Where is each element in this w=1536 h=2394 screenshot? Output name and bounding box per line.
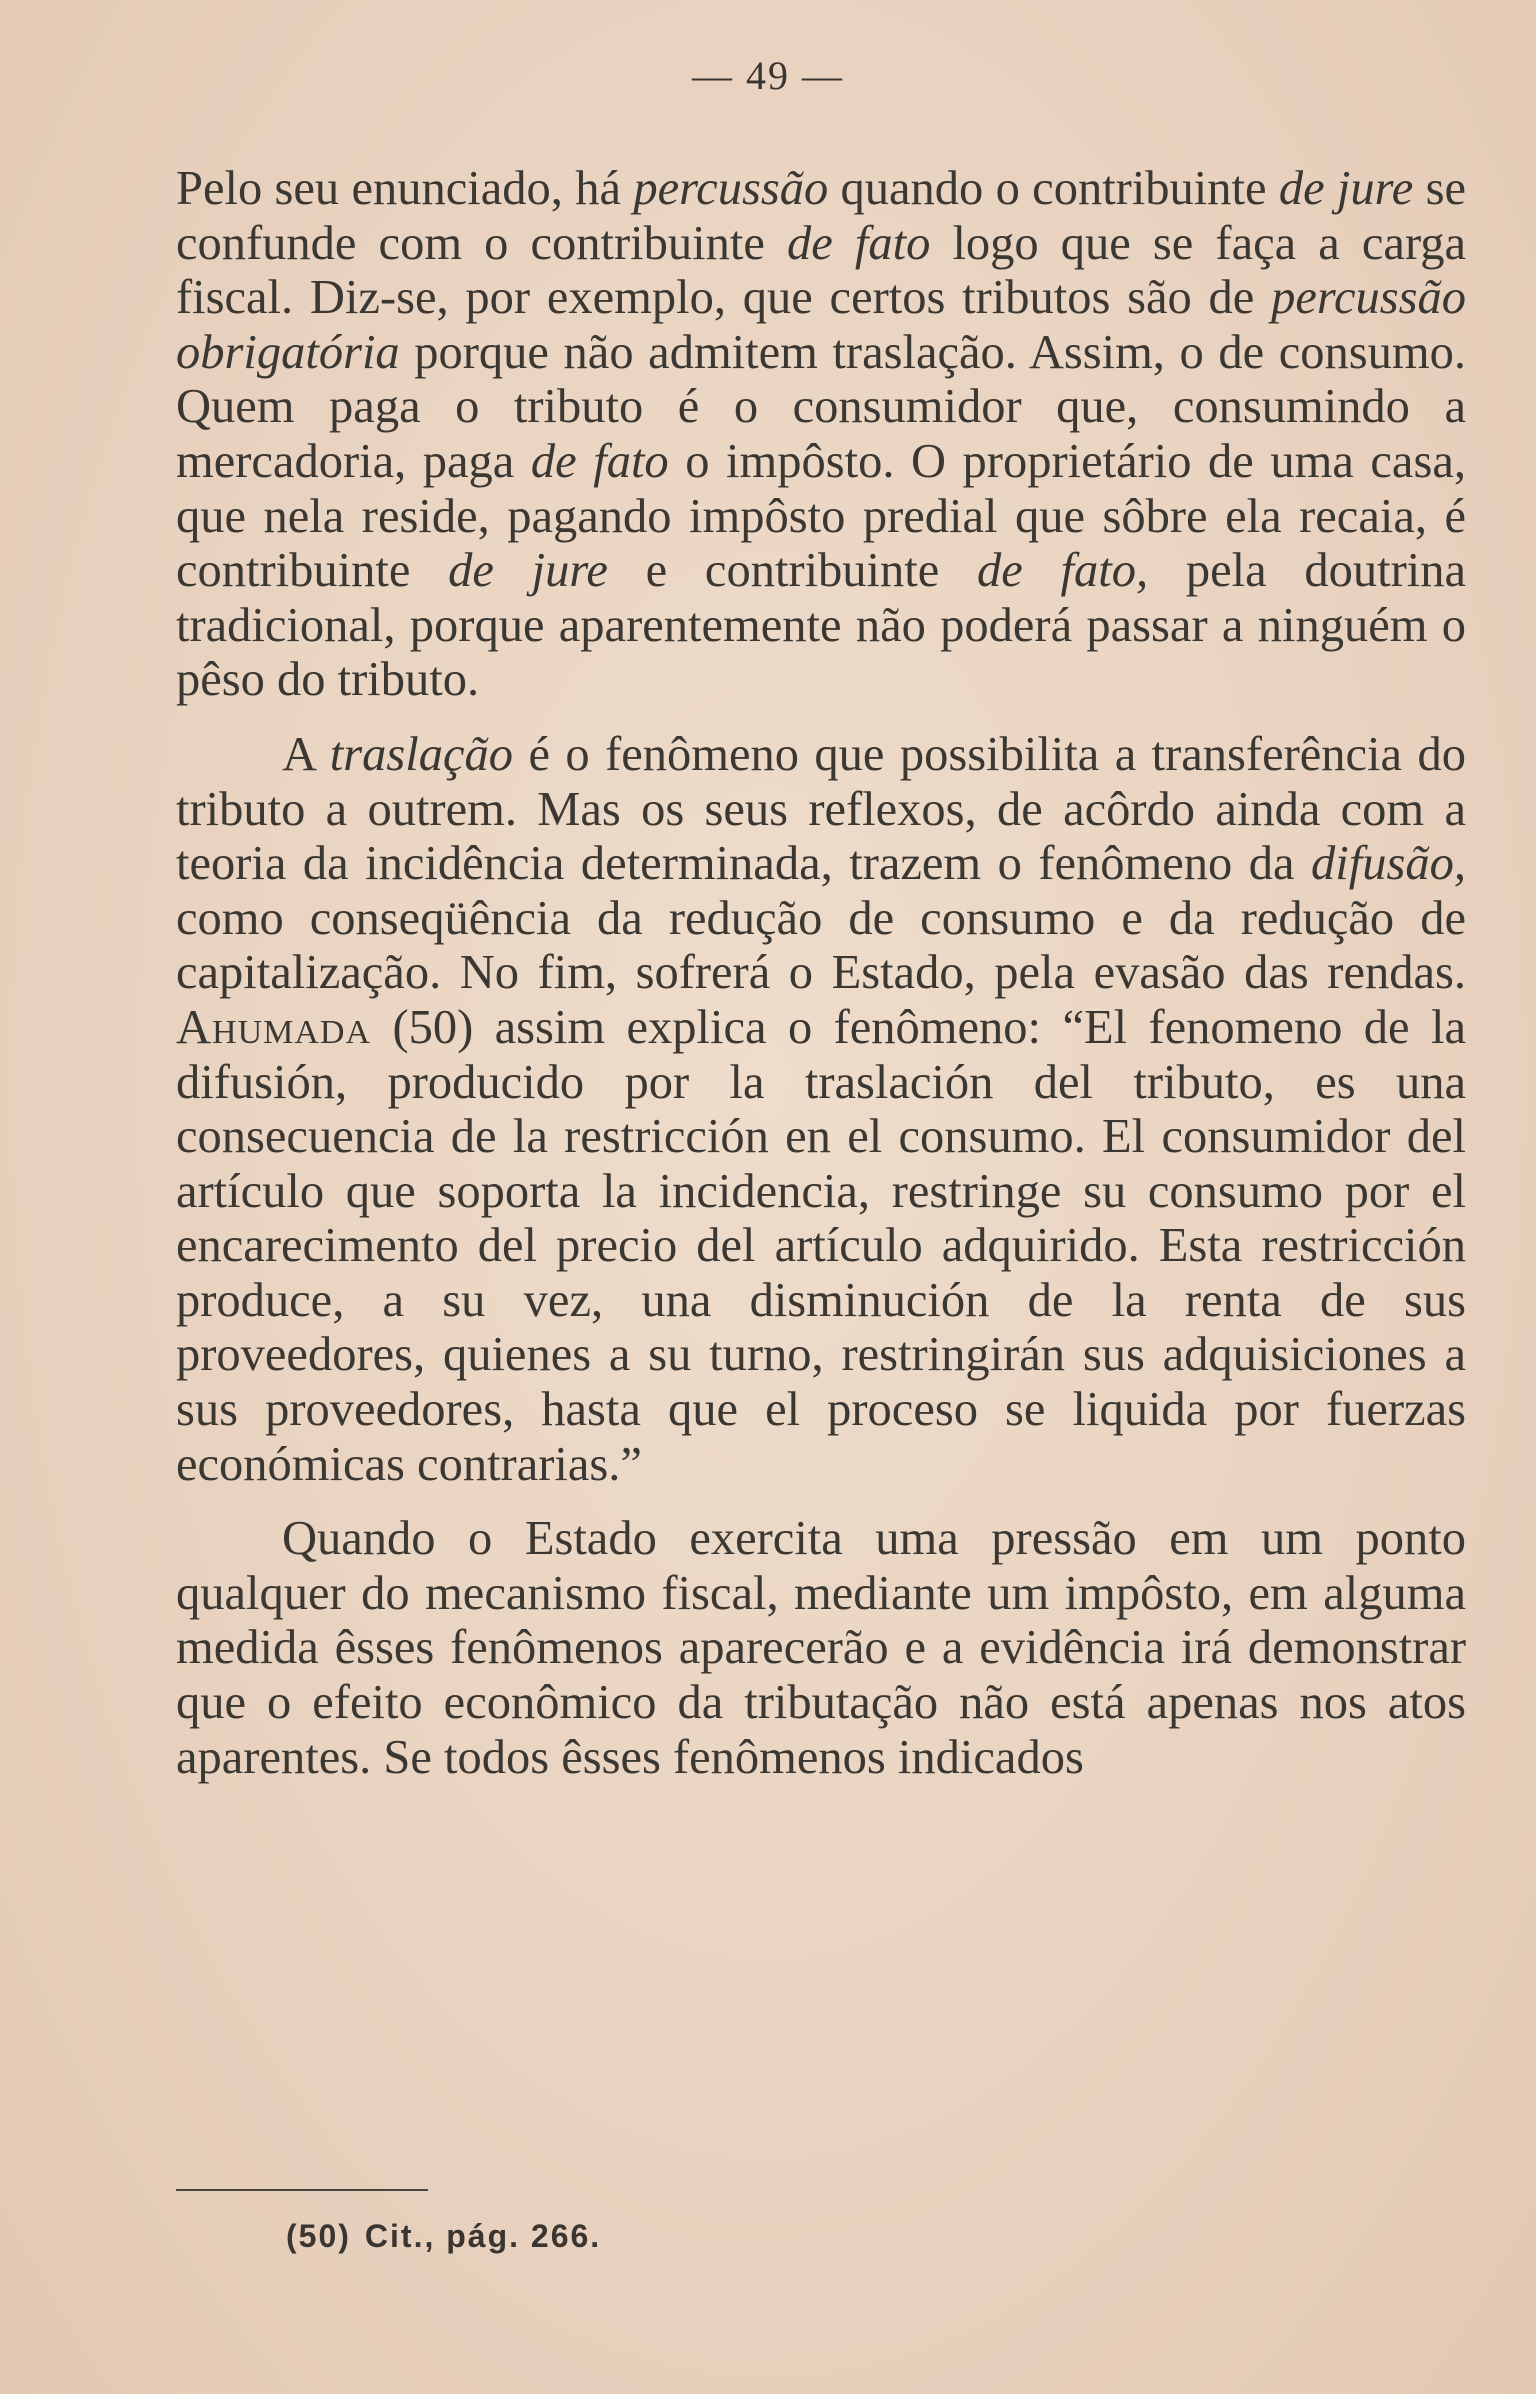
paragraph-2 [176, 728, 1466, 1492]
text-run: Quando o Estado exercita uma pressão em um ponto qualquer do mecanismo fiscal, mediante um impôsto, em alguma medida êsses fenômenos aparecerão e a evidência irá demonstrar que o efeito econômico da tributação não está apenas nos atos aparentes. Se todos êsses fenômenos indicados [176, 1512, 1466, 1784]
author-name: Ahumada [176, 1000, 372, 1054]
paragraph-3 [176, 1512, 1466, 1785]
footnote-rule [176, 2189, 428, 2191]
text-run: A [282, 727, 330, 781]
italic-term: percussão obrigatória [176, 271, 1466, 379]
page-number: — 49 — [692, 53, 844, 98]
text-run: se confunde com o contribuinte [176, 162, 1466, 270]
text-run: pela doutrina tradicional, porque aparentemente não poderá passar a ninguém o pêso do tributo. [176, 544, 1466, 707]
footnote [286, 2218, 601, 2255]
text-run: é o fenômeno que possibilita a transferência do tributo a outrem. Mas os seus reflexos, de acôrdo ainda com a teoria da incidência determinada, trazem o fenômeno da [176, 727, 1466, 891]
italic-term: traslação [329, 727, 514, 781]
italic-term: de fato, [977, 544, 1149, 598]
text-run: e contribuinte [607, 544, 978, 598]
text-run: Pelo seu enunciado, há [176, 162, 634, 215]
italic-term: percussão [633, 162, 829, 215]
italic-term: de fato [530, 434, 669, 488]
body-text [176, 162, 1466, 1785]
footnote-marker: (50) [286, 2218, 351, 2254]
paragraph-1 [176, 162, 1466, 708]
text-run: (50) assim explica o fenômeno: “El fenomeno de la difusión, producido por la traslación del tributo, es una consecuencia de la restricción en el consumo. El consumidor del artículo que soporta la incidencia, restringe su consumo por el encarecimento del precio del artículo adquirido. Esta restricción produce, a su vez, una disminución de la renta de sus proveedores, quienes a su turno, restringirán sus adquisiciones a sus proveedores, hasta que el proceso se liquida por fuerzas económicas contrarias.” [176, 1000, 1466, 1491]
text-run: logo que se faça a carga fiscal. Diz-se, por exemplo, que certos tributos são de [176, 216, 1467, 325]
text-run: o impôsto. O proprietário de uma casa, que nela reside, pagando impôsto predial que sôbre ela recaia, é contribuinte [176, 434, 1466, 598]
italic-term: de jure [448, 544, 608, 598]
text-run: porque não admitem traslação. Assim, o de consumo. Quem paga o tributo é o consumidor que, consumindo a mercadoria, paga [176, 325, 1466, 488]
italic-term: de jure [1278, 162, 1414, 215]
italic-term: difusão, [1311, 837, 1466, 891]
text-run: como conseqüência da redução de consumo e da redução de capitalização. No fim, sofrerá o Estado, pela evasão das rendas. [176, 891, 1466, 1000]
italic-term: de fato [787, 216, 931, 270]
text-run: quando o contribuinte [828, 162, 1279, 215]
footnote-text: Cit., pág. 266. [364, 2218, 602, 2254]
